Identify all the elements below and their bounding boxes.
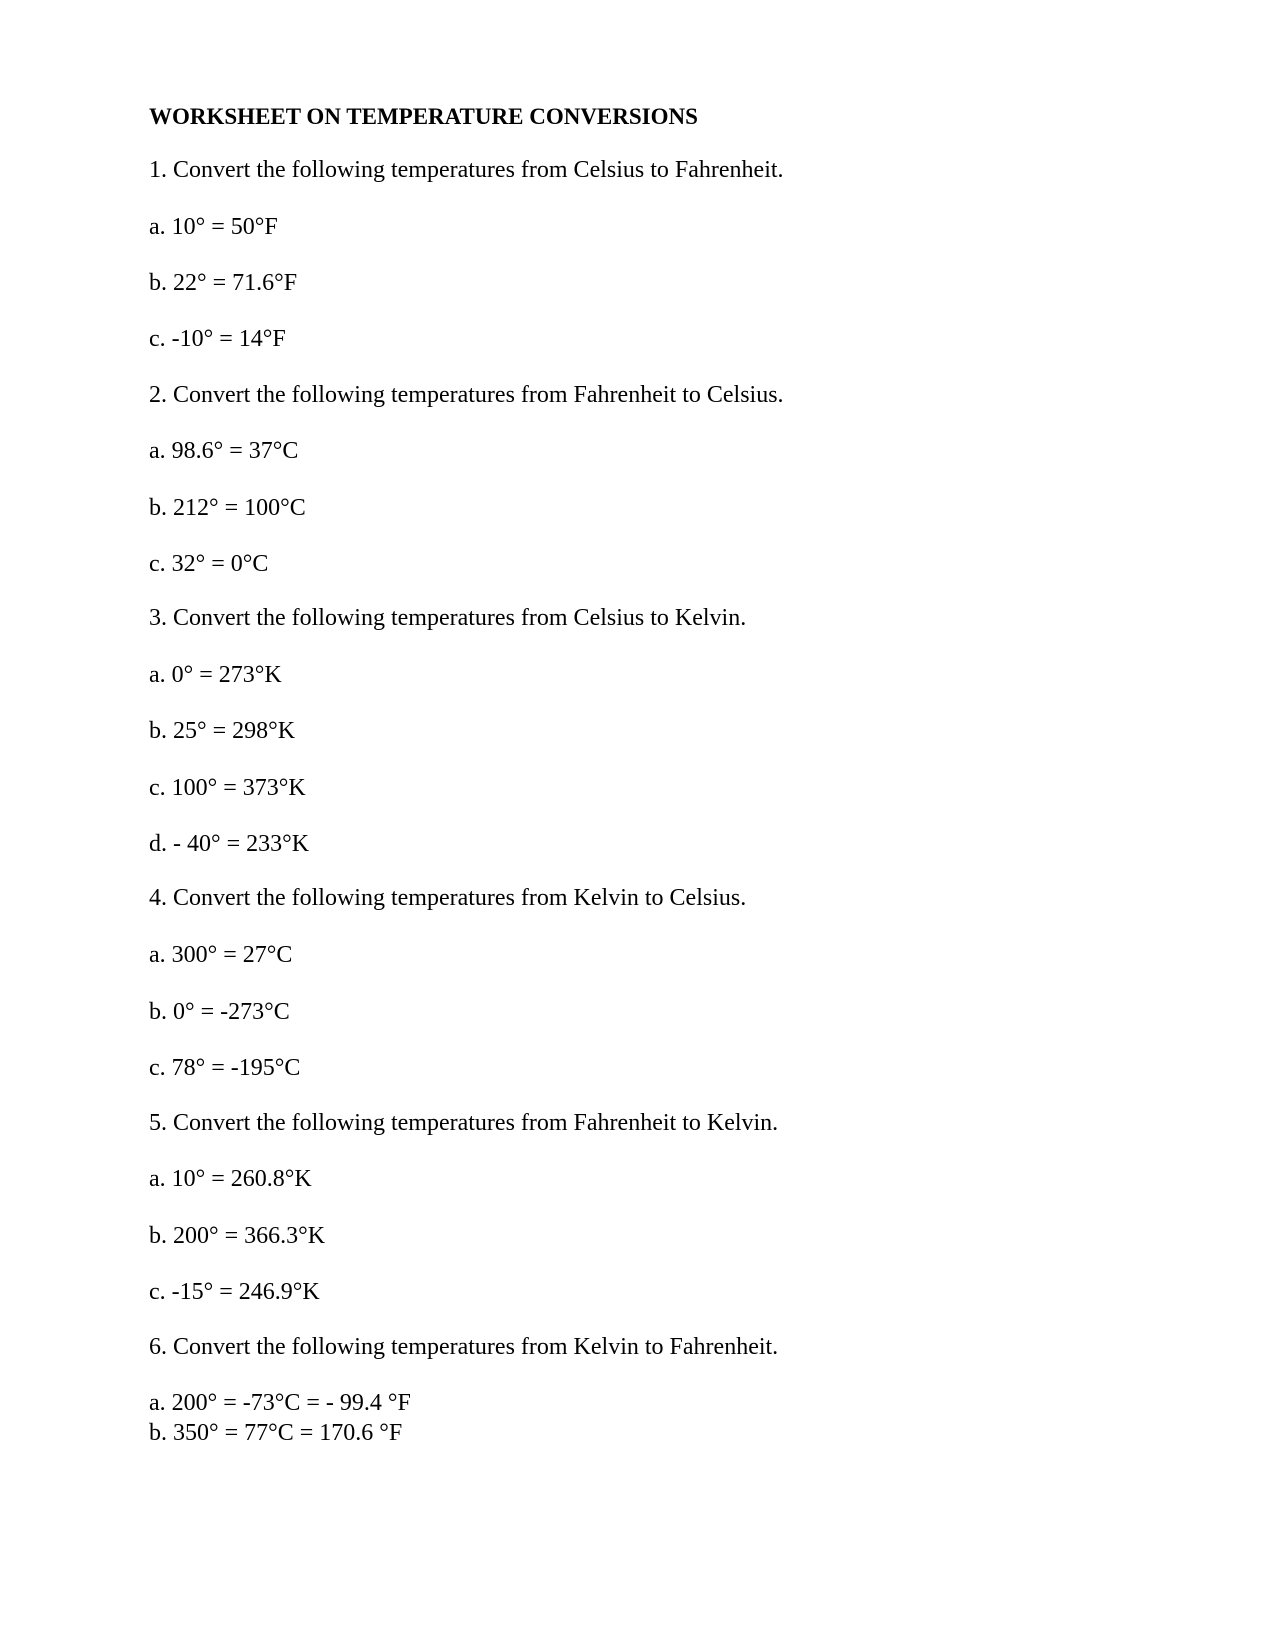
section-3-item-d: d. - 40° = 233°K	[149, 831, 310, 857]
section-3-item-b: b. 25° = 298°K	[149, 718, 296, 744]
section-2-heading: 2. Convert the following temperatures from Fahrenheit to Celsius.	[149, 382, 784, 408]
section-5-item-b: b. 200° = 366.3°K	[149, 1223, 326, 1249]
section-1-heading: 1. Convert the following temperatures from Celsius to Fahrenheit.	[149, 157, 784, 183]
section-1-item-b: b. 22° = 71.6°F	[149, 270, 298, 296]
section-4-item-a: a. 300° = 27°C	[149, 942, 293, 968]
section-3-item-a: a. 0° = 273°K	[149, 662, 282, 688]
section-3-item-c: c. 100° = 373°K	[149, 775, 306, 801]
section-4-item-b: b. 0° = -273°C	[149, 999, 290, 1025]
worksheet-title: WORKSHEET ON TEMPERATURE CONVERSIONS	[149, 104, 698, 129]
section-5-item-c: c. -15° = 246.9°K	[149, 1279, 320, 1305]
section-1-item-a: a. 10° = 50°F	[149, 214, 278, 240]
section-6-heading: 6. Convert the following temperatures from Kelvin to Fahrenheit.	[149, 1334, 779, 1360]
section-6-item-a: a. 200° = -73°C = - 99.4 °F	[149, 1390, 411, 1416]
section-2-item-c: c. 32° = 0°C	[149, 551, 269, 577]
section-1-item-c: c. -10° = 14°F	[149, 326, 286, 352]
section-4-item-c: c. 78° = -195°C	[149, 1055, 301, 1081]
section-3-heading: 3. Convert the following temperatures from Celsius to Kelvin.	[149, 605, 747, 631]
section-5-heading: 5. Convert the following temperatures from Fahrenheit to Kelvin.	[149, 1110, 779, 1136]
section-6-item-b: b. 350° = 77°C = 170.6 °F	[149, 1420, 403, 1446]
section-5-item-a: a. 10° = 260.8°K	[149, 1166, 312, 1192]
section-4-heading: 4. Convert the following temperatures from Kelvin to Celsius.	[149, 885, 747, 911]
section-2-item-a: a. 98.6° = 37°C	[149, 438, 299, 464]
section-2-item-b: b. 212° = 100°C	[149, 495, 306, 521]
